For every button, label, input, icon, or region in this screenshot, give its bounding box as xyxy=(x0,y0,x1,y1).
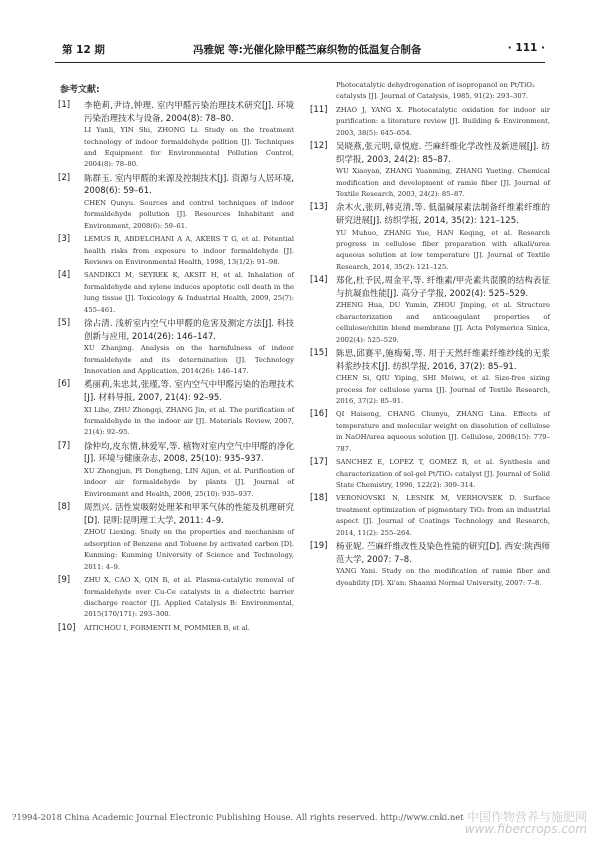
reference-number: [19] xyxy=(310,540,328,551)
reference-number: [17] xyxy=(310,457,328,468)
reference-english: ZHENG Hua, DU Yumin, ZHOU Jinping, et al. Structure characterization and anticoagulant properties of cellulose/chitin blend membrane [J]. Acta Polymerica Sinica, 2002(4): 525–529. xyxy=(336,301,550,344)
reference-number: [6] xyxy=(58,379,71,390)
reference-english: SANDIKCI M, SEYREK K, AKSIT H, et al. Inhalation of formaldehyde and xylene induces apoptotic cell death in the lung tissue [J]. Toxicology & Industrial Health, 2009, 25(7): 455–461. xyxy=(84,271,294,314)
reference-english: CHEN Qunyu. Sources and control techniques of indoor formaldehyde pollution [J]. Resources Inhabitant and Environment, 2008(6): 59–61. xyxy=(84,199,294,230)
header-divider xyxy=(55,62,545,63)
reference-number: [1] xyxy=(58,100,71,110)
reference-number: [7] xyxy=(58,440,71,451)
reference-chinese: 陈思,邱赛平,施梅菊,等. 用于天然纤维素纤维纱线的无浆料浆纱技术[J]. 纺织学报, 2016, 37(2): 85–91. xyxy=(336,349,550,372)
reference-english: LI Yanli, YIN Shi, ZHONG Li. Study on the treatment technology of indoor formaldehyde polltion [J]. Techniques and Equipment for Environmental Pollution Control, 2004(8): 78–80. xyxy=(84,126,294,169)
reference-number: [5] xyxy=(58,318,71,329)
reference-english: XU Zhanjing. Analysis on the harmfulness of indoor formaldehyde and its determination [J]. Technology Innovation and Application, 2014(26): 146–147. xyxy=(84,344,294,376)
running-header xyxy=(62,42,545,58)
reference-entry xyxy=(310,493,550,539)
running-title: 冯雅妮 等:光催化除甲醛苎麻织物的低温复合制备 xyxy=(193,44,422,56)
reference-chinese: 徐仲均,皮东情,林爱军,等. 植物对室内空气中甲醛的净化[J]. 环境与健康杂志, 2008, 25(10): 935–937. xyxy=(84,441,294,465)
reference-chinese: 杨亚妮. 苎麻纤维改性及染色性能的研究[D]. 西安:陕西师范大学, 2007: 7–8. xyxy=(336,541,550,565)
reference-english: YU Muhuo, ZHANG Yue, HAN Keqing, et al. Research progress in cellulose fiber preparation with alkali/urea aqueous solution at low temperature [J]. Journal of Textile Research, 2014, 35(2): 121–125. xyxy=(336,228,550,271)
reference-chinese: 奚丽莉,朱忠其,张瑾,等. 室内空气中甲醛污染的治理技术[J]. 材料导报, 2007, 21(4): 92–95. xyxy=(84,380,294,404)
reference-continuation-text: Photocatalytic dehydrogenation of isopropanol on Pt/TiO₂ catalysts [J]. Journal of Catalysis, 1985, 91(2): 293–307. xyxy=(336,81,535,101)
reference-english: WU Xiaoyan, ZHANG Yuanming, ZHANG Yueting. Chemical modification and development of ramie fiber [J]. Journal of Textile Research, 2003, 24(2): 85–87. xyxy=(336,167,550,199)
reference-entry xyxy=(310,457,550,491)
reference-number: [11] xyxy=(310,104,328,115)
reference-chinese: 陈群玉. 室内甲醛的来源及控制技术[J]. 资源与人居环境, 2008(6): 59–61. xyxy=(84,173,294,197)
reference-number: [16] xyxy=(310,409,328,420)
reference-number: [12] xyxy=(310,141,328,152)
reference-number: [3] xyxy=(58,234,71,245)
reference-number: [2] xyxy=(58,172,71,183)
reference-number: [10] xyxy=(58,622,76,633)
reference-number: [18] xyxy=(310,493,328,504)
reference-entry xyxy=(58,623,294,634)
references-left-column xyxy=(58,100,294,636)
reference-number: [9] xyxy=(58,575,71,586)
reference-english: ZHU X, CAO X, QIN R, et al. Plasma-catalytic removal of formaldehyde over Cu-Ce catalysts in a dielectric barrier discharge reactor [J]. Applied Catalysis B: Environmental, 2015(170/171): 293–300. xyxy=(84,576,294,619)
reference-number: [15] xyxy=(310,348,328,359)
reference-number: [14] xyxy=(310,275,328,286)
reference-entry xyxy=(58,234,294,268)
page-number: · 111 · xyxy=(507,42,545,54)
reference-chinese: 周烈兴. 活性炭吸附处理苯和甲苯气体的性能及机理研究[D]. 昆明:昆明理工大学, 2011: 4–9. xyxy=(84,503,294,526)
reference-entry xyxy=(58,100,294,171)
reference-entry xyxy=(310,275,550,346)
reference-entry xyxy=(58,379,294,438)
issue-number: 第 12 期 xyxy=(62,44,105,56)
reference-number: [8] xyxy=(58,502,71,513)
reference-english: LEMUS R, ABDELCHANI A A, AKERS T G, et al. Potential health risks from exposure to indoor formaldehyde [J]. Reviews on Environmental Health, 1998, 13(1/2): 91–98. xyxy=(84,235,294,267)
watermark-site-name: 中国作物营养与施肥网 xyxy=(466,810,587,824)
reference-entry xyxy=(310,105,550,139)
reference-english: ZHAO J, YANG X. Photocatalytic oxidation for indoor air purification: a literature review [J]. Building & Environment, 2003, 38(5): 645–654. xyxy=(336,105,550,137)
reference-english: YANG Yani. Study on the modification of ramie fiber and dyeability [D]. Xi'an: Shaanxi Normal University, 2007: 7–8. xyxy=(336,567,550,587)
reference-english: XI Lihe, ZHU Zhongqi, ZHANG Jin, et al. The purification of formaldehyde in the indoor air [J]. Materials Review, 2007, 21(4): 92–95. xyxy=(84,405,294,437)
reference-entry xyxy=(58,575,294,621)
reference-entry xyxy=(58,318,294,377)
reference-entry xyxy=(58,270,294,316)
reference-english: XU Zhongjun, PI Dongheng, LIN Aijun, et al. Purification of indoor air formaldehyde by plants [J]. Journal of Environment and Health, 2008, 25(10): 935–937. xyxy=(84,467,294,498)
reference-chinese: 李艳莉,尹诗,钟理. 室内甲醛污染治理技术研究[J]. 环境污染治理技术与设备, 2004(8): 78–80. xyxy=(84,101,294,124)
reference-english: CHEN Si, QIU Yiping, SHI Meiwu, et al. Size-free sizing process for cellulose yarns [J]. Journal of Textile Research, 2016, 37(2): 85–91. xyxy=(336,374,550,406)
reference-number: [4] xyxy=(58,270,71,281)
copyright-footer: ?1994-2018 China Academic Journal Electronic Publishing House. All rights reserved. http://www.cnki.net xyxy=(12,812,464,822)
reference-english: QI Haisong, CHANG Chunyu, ZHANG Lina. Effects of temperature and molecular weight on dissolution of cellulose in NaOH/urea aqueous solution [J]. Cellulose, 2008(15): 779–787. xyxy=(336,410,550,453)
reference-english: ZHOU Liexing. Study on the properties and mechanism of adsorption of Benzene and Toluene by activated carbon [D]. Kunming: Kunming University of Science and Technology, 2011: 4–9. xyxy=(84,528,294,571)
reference-english: SANCHEZ E, LOPEZ T, GOMEZ R, et al. Synthesis and characterization of sol-gel Pt/TiO₂ catalyst [J]. Journal of Solid State Chemistry, 1996, 122(2): 309–314. xyxy=(336,458,550,489)
reference-english: AITICHOU I, FORMENTI M, POMMIER B, et al. xyxy=(84,623,250,632)
reference-chinese: 徐占清. 浅析室内空气中甲醛的危害及测定方法[J]. 科技创新与应用, 2014(26): 146–147. xyxy=(84,319,294,342)
watermark-url[interactable]: www.fibercrops.com xyxy=(464,822,587,836)
reference-number: [13] xyxy=(310,202,328,213)
reference-english: VERONOVSKI N, LESNIK M, VERHOVSEK D. Surface treatment optimization of pigmentary TiO₂ from an industrial aspect [J]. Journal of Coatings Technology and Research, 2014, 11(2): 255–264. xyxy=(336,494,550,537)
reference-entry xyxy=(58,173,294,232)
reference-entry xyxy=(310,409,550,455)
reference-entry xyxy=(310,202,550,273)
reference-continuation xyxy=(310,80,550,103)
reference-entry xyxy=(310,541,550,589)
references-right-column xyxy=(310,80,550,591)
reference-chinese: 吴晓燕,张元明,章悦庭. 苎麻纤维化学改性及新进展[J]. 纺织学报, 2003, 24(2): 85–87. xyxy=(336,142,550,165)
references-heading: 参考文献: xyxy=(60,85,100,95)
reference-entry xyxy=(58,502,294,573)
reference-entry xyxy=(310,141,550,200)
reference-entry xyxy=(58,441,294,500)
reference-chinese: 郑化,杜予民,周金平,等. 纤维素/甲壳素共混膜的结构表征与抗凝血性能[J]. 高分子学报, 2002(4): 525–529. xyxy=(336,276,550,299)
reference-chinese: 余木火,张玥,韩克清,等. 低温碱尿素法制备纤维素纤维的研究进展[J]. 纺织学报, 2014, 35(2): 121–125. xyxy=(336,203,550,227)
references-right-list xyxy=(310,105,550,589)
reference-entry xyxy=(310,348,550,407)
